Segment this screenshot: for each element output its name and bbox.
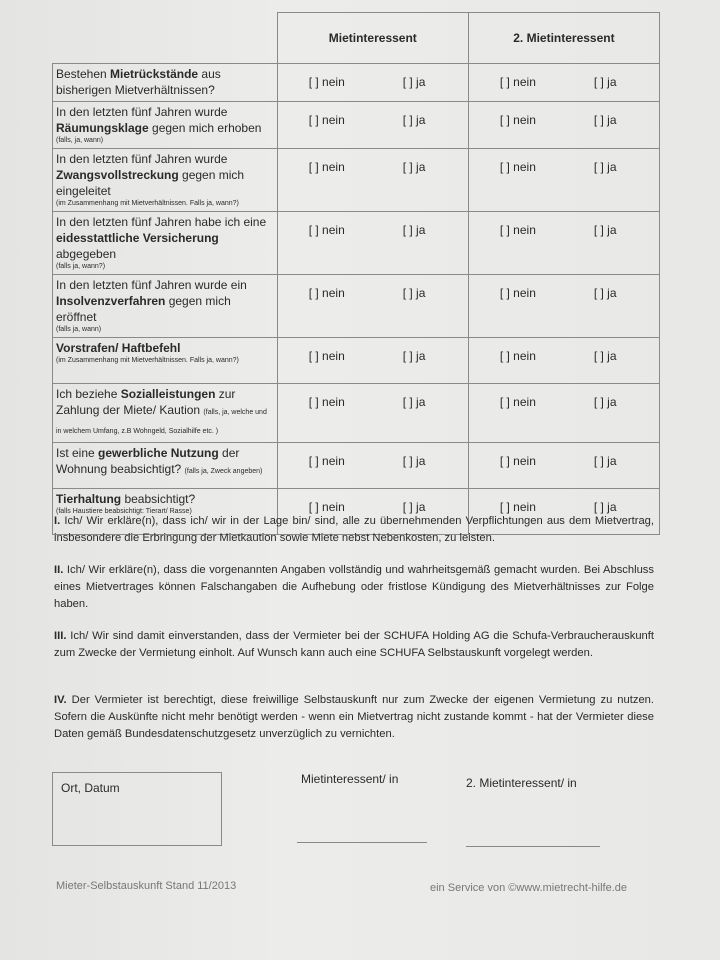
paragraph-number: IV. (54, 694, 67, 706)
paragraph-text: Ich/ Wir erkläre(n), dass ich/ wir in der Lage bin/ sind, alle zu übernehmenden Verpflichtungen aus dem Mietvertrag, insbesondere die Erbringung der Mietkaution sowie Miete nebst Nebenkosten, zu leisten. (54, 515, 654, 544)
checkbox-ja[interactable]: [ ] ja (593, 160, 617, 174)
checkbox-ja[interactable]: [ ] ja (402, 223, 426, 237)
answer-cell-tenant-2 (468, 338, 659, 384)
question-label (53, 149, 278, 212)
tenant1-signature-label: Mietinteressent/ in (301, 772, 399, 786)
checkbox-nein[interactable]: [ ] nein (308, 395, 345, 409)
table-row (53, 102, 660, 149)
question-label (53, 275, 278, 338)
table-row (53, 384, 660, 443)
checkbox-nein[interactable]: [ ] nein (308, 349, 345, 363)
question-keyword: eidesstattliche Versicherung (56, 231, 219, 245)
answer-cell-tenant-2 (468, 212, 659, 275)
question-text: gegen mich eingeleitet (56, 168, 245, 198)
question-keyword: gewerbliche Nutzung (98, 446, 219, 460)
checkbox-ja[interactable]: [ ] ja (593, 75, 617, 89)
question-note: (falls ja, wann) (56, 326, 102, 333)
question-note: (im Zusammenhang mit Mietverhältnissen. Falls ja, wann?) (56, 357, 239, 364)
question-label (53, 384, 278, 443)
checkbox-nein[interactable]: [ ] nein (308, 454, 345, 468)
checkbox-ja[interactable]: [ ] ja (402, 75, 426, 89)
checkbox-nein[interactable]: [ ] nein (499, 395, 536, 409)
checkbox-nein[interactable]: [ ] nein (499, 113, 536, 127)
tenant1-signature-line[interactable] (297, 842, 427, 843)
question-text: In den letzten fünf Jahren wurde (56, 105, 228, 119)
declaration-paragraph (54, 628, 654, 662)
checkbox-nein[interactable]: [ ] nein (308, 223, 345, 237)
answer-cell-tenant-2 (468, 102, 659, 149)
checkbox-ja[interactable]: [ ] ja (402, 113, 426, 127)
footer-left: Mieter-Selbstauskunft Stand 11/2013 (56, 880, 237, 892)
checkbox-nein[interactable]: [ ] nein (308, 160, 345, 174)
declaration-paragraph (54, 513, 654, 547)
tenant2-signature-label: 2. Mietinteressent/ in (466, 776, 577, 790)
checkbox-nein[interactable]: [ ] nein (499, 75, 536, 89)
checkbox-nein[interactable]: [ ] nein (499, 160, 536, 174)
answer-cell-tenant-2 (468, 275, 659, 338)
question-note: (falls ja, wann?) (56, 263, 106, 270)
question-keyword: Räumungsklage (56, 121, 149, 135)
checkbox-ja[interactable]: [ ] ja (402, 454, 426, 468)
answer-cell-tenant-1 (277, 384, 468, 443)
answer-cell-tenant-2 (468, 443, 659, 489)
answer-cell-tenant-2 (468, 149, 659, 212)
paragraph-text: Ich/ Wir erkläre(n), dass die vorgenannten Angaben vollständig und wahrheitsgemäß gemacht wurden. Bei Abschluss eines Mietvertrages können Falschangaben die Aufhebung oder fristlose Kündigung des Mietverhältnisses zur Folge haben. (54, 564, 654, 610)
paragraph-number: II. (54, 564, 64, 576)
checkbox-ja[interactable]: [ ] ja (402, 395, 426, 409)
checkbox-ja[interactable]: [ ] ja (402, 349, 426, 363)
checkbox-ja[interactable]: [ ] ja (593, 454, 617, 468)
table-row (53, 212, 660, 275)
question-text: gegen mich erhoben (148, 121, 262, 135)
checkbox-nein[interactable]: [ ] nein (308, 113, 345, 127)
question-text: Bestehen (56, 67, 111, 81)
question-text: In den letzten fünf Jahren wurde ein (56, 278, 247, 292)
answer-cell-tenant-2 (468, 384, 659, 443)
question-text: aus bisherigen Mietverhältnissen? (56, 67, 221, 97)
answer-cell-tenant-1 (277, 275, 468, 338)
question-note: (im Zusammenhang mit Mietverhältnissen. Falls ja, wann?) (56, 200, 239, 207)
question-text: Ist eine (56, 446, 99, 460)
table-row (53, 275, 660, 338)
question-text: zur Zahlung der Miete/ Kaution (56, 387, 236, 417)
questionnaire-table (52, 12, 660, 535)
answer-cell-tenant-2 (468, 64, 659, 102)
question-text: Ich beziehe (56, 387, 121, 401)
paragraph-number: I. (54, 515, 61, 527)
question-note: (falls Haustiere beabsichtigt: Tierart/ Rasse) (56, 508, 192, 515)
checkbox-nein[interactable]: [ ] nein (499, 500, 536, 514)
question-label (53, 443, 278, 489)
question-label (53, 212, 278, 275)
header-tenant-1: Mietinteressent (277, 13, 468, 64)
question-note: (falls, ja, welche und in welchem Umfang, z.B Wohngeld, Sozialhilfe etc. ) (56, 409, 267, 435)
place-date-field[interactable] (52, 772, 222, 846)
checkbox-ja[interactable]: [ ] ja (593, 500, 617, 514)
question-text: beabsichtigt? (121, 492, 196, 506)
question-keyword: Tierhaltung (56, 492, 122, 506)
question-note: (falls ja, Zweck angeben) (184, 468, 263, 475)
declaration-paragraph (54, 562, 654, 613)
paragraph-text: Ich/ Wir sind damit einverstanden, dass der Vermieter bei der SCHUFA Holding AG die Schufa-Verbraucherauskunft zum Zwecke der Vermietung einholt. Auf Wunsch kann auch eine SCHUFA Selbstauskunft vorgelegt werden. (54, 630, 654, 659)
question-keyword: Insolvenzverfahren (56, 294, 166, 308)
answer-cell-tenant-1 (277, 443, 468, 489)
answer-cell-tenant-1 (277, 338, 468, 384)
checkbox-ja[interactable]: [ ] ja (593, 286, 617, 300)
tenant2-signature-line[interactable] (466, 846, 600, 847)
checkbox-ja[interactable]: [ ] ja (593, 113, 617, 127)
checkbox-nein[interactable]: [ ] nein (499, 223, 536, 237)
checkbox-ja[interactable]: [ ] ja (593, 223, 617, 237)
question-text: gegen mich eröffnet (56, 294, 231, 324)
question-label (53, 64, 278, 102)
question-text: In den letzten fünf Jahren habe ich eine (56, 215, 267, 229)
checkbox-ja[interactable]: [ ] ja (593, 395, 617, 409)
question-text: In den letzten fünf Jahren wurde (56, 152, 228, 166)
table-row (53, 64, 660, 102)
question-keyword: Mietrückstände (110, 67, 199, 81)
checkbox-ja[interactable]: [ ] ja (402, 500, 426, 514)
checkbox-nein[interactable]: [ ] nein (499, 454, 536, 468)
question-label (53, 102, 278, 149)
table-row (53, 338, 660, 384)
question-keyword: Sozialleistungen (120, 387, 216, 401)
checkbox-nein[interactable]: [ ] nein (308, 286, 345, 300)
answer-cell-tenant-1 (277, 64, 468, 102)
checkbox-nein[interactable]: [ ] nein (499, 349, 536, 363)
question-keyword: Zwangsvollstreckung (56, 168, 179, 182)
table-row (53, 443, 660, 489)
header-tenant-2: 2. Mietinteressent (468, 13, 659, 64)
checkbox-ja[interactable]: [ ] ja (402, 160, 426, 174)
declaration-paragraph (54, 692, 654, 743)
answer-cell-tenant-1 (277, 212, 468, 275)
question-keyword: Vorstrafen/ Haftbefehl (56, 341, 181, 355)
answer-cell-tenant-1 (277, 102, 468, 149)
answer-cell-tenant-1 (277, 149, 468, 212)
place-date-label: Ort, Datum (61, 781, 120, 795)
paragraph-number: III. (54, 630, 67, 642)
checkbox-nein[interactable]: [ ] nein (308, 500, 345, 514)
paragraph-text: Der Vermieter ist berechtigt, diese freiwillige Selbstauskunft nur zum Zwecke der eigenen Vermietung zu nutzen. Sofern die Auskünfte nicht mehr benötigt werden - wenn ein Mietvertrag nicht zustande kommt - hat der Vermieter diese Daten gemäß Bundesdatenschutzgesetz unverzüglich zu vernichten. (54, 694, 654, 740)
question-text: der Wohnung beabsichtigt? (56, 446, 240, 476)
question-note: (falls, ja, wann) (56, 137, 104, 144)
footer-right: ein Service von ©www.mietrecht-hilfe.de (430, 882, 628, 894)
question-text: abgegeben (56, 247, 117, 261)
checkbox-nein[interactable]: [ ] nein (499, 286, 536, 300)
question-label (53, 338, 278, 384)
table-row (53, 149, 660, 212)
checkbox-ja[interactable]: [ ] ja (593, 349, 617, 363)
checkbox-nein[interactable]: [ ] nein (308, 75, 345, 89)
checkbox-ja[interactable]: [ ] ja (402, 286, 426, 300)
